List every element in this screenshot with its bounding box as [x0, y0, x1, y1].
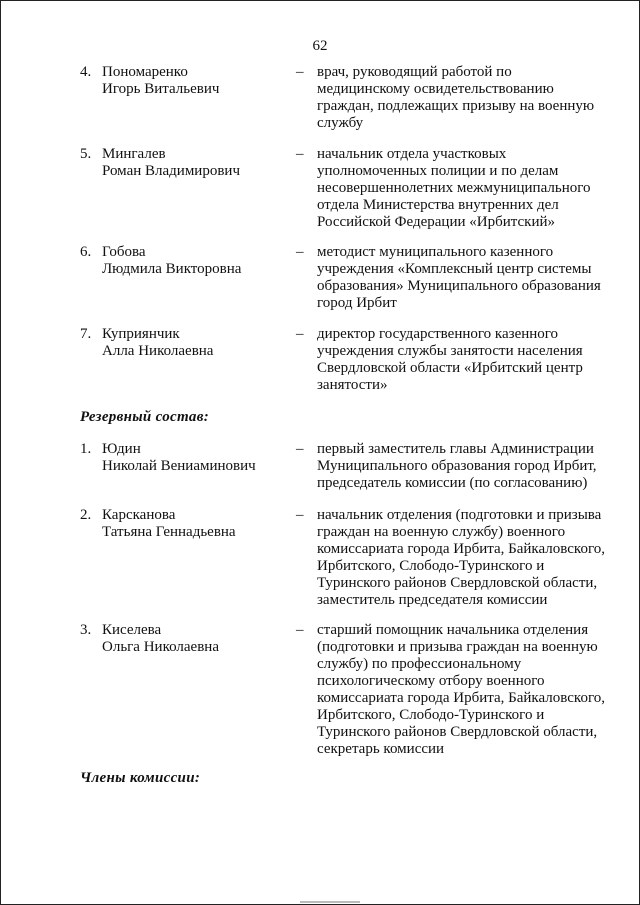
given-names: Игорь Витальевич	[102, 81, 220, 97]
desc-line: комиссариата города Ирбита, Байкаловского,	[317, 690, 605, 706]
desc-line: начальник отдела участковых	[317, 146, 507, 162]
dash: –	[296, 64, 304, 80]
desc-line: занятости»	[317, 377, 388, 393]
person-name	[102, 64, 292, 98]
desc-line: психологическому отбору военного	[317, 673, 545, 689]
given-names: Людмила Викторовна	[102, 261, 242, 277]
page-number: 62	[312, 38, 328, 54]
position-description	[317, 507, 617, 609]
position-description	[317, 326, 617, 394]
reserve-heading: Резервный состав:	[80, 409, 210, 425]
desc-line: председатель комиссии (по согласованию)	[317, 475, 588, 491]
position-description	[317, 64, 617, 132]
entry-number: 4.	[80, 64, 92, 80]
desc-line: секретарь комиссии	[317, 741, 445, 757]
desc-line: уполномоченных полиции и по делам	[317, 163, 559, 179]
desc-line: (подготовки и призыва граждан на военную	[317, 639, 598, 655]
desc-line: Ирбитского, Слободо-Туринского и	[317, 707, 545, 723]
given-names: Николай Вениаминович	[102, 458, 256, 474]
desc-line: Туринского районов Свердловской области,	[317, 575, 598, 591]
members-heading: Члены комиссии:	[80, 770, 201, 786]
person-name	[102, 622, 292, 656]
desc-line: Туринского районов Свердловской области,	[317, 724, 598, 740]
desc-line: старший помощник начальника отделения	[317, 622, 589, 638]
dash: –	[296, 507, 304, 523]
desc-line: Муниципального образования город Ирбит,	[317, 458, 597, 474]
dash: –	[296, 622, 304, 638]
desc-line: Российской Федерации «Ирбитский»	[317, 214, 555, 230]
surname: Карсканова	[102, 507, 176, 523]
entry-number: 6.	[80, 244, 92, 260]
desc-line: образования» Муниципального образования	[317, 278, 601, 294]
desc-line: Ирбитского, Слободо-Туринского и	[317, 558, 545, 574]
surname: Куприянчик	[102, 326, 180, 342]
desc-line: учреждения службы занятости населения	[317, 343, 583, 359]
desc-line: комиссариата города Ирбита, Байкаловского,	[317, 541, 605, 557]
desc-line: медицинскому освидетельствованию	[317, 81, 554, 97]
position-description	[317, 441, 617, 492]
given-names: Ольга Николаевна	[102, 639, 219, 655]
surname: Пономаренко	[102, 64, 188, 80]
position-description	[317, 146, 617, 231]
desc-line: врач, руководящий работой по	[317, 64, 512, 80]
desc-line: службу	[317, 115, 364, 131]
entry-number: 2.	[80, 507, 92, 523]
dash: –	[296, 146, 304, 162]
dash: –	[296, 441, 304, 457]
surname: Гобова	[102, 244, 146, 260]
position-description	[317, 244, 617, 312]
desc-line: учреждения «Комплексный центр системы	[317, 261, 592, 277]
entry-number: 1.	[80, 441, 92, 457]
surname: Мингалев	[102, 146, 166, 162]
surname: Киселева	[102, 622, 162, 638]
desc-line: методист муниципального казенного	[317, 244, 554, 260]
desc-line: отдела Министерства внутренних дел	[317, 197, 559, 213]
dash: –	[296, 244, 304, 260]
person-name	[102, 146, 292, 180]
given-names: Роман Владимирович	[102, 163, 240, 179]
desc-line: Свердловской области «Ирбитский центр	[317, 360, 583, 376]
desc-line: службу) по профессиональному	[317, 656, 522, 672]
given-names: Татьяна Геннадьевна	[102, 524, 236, 540]
given-names: Алла Николаевна	[102, 343, 214, 359]
desc-line: начальник отделения (подготовки и призыва	[317, 507, 602, 523]
surname: Юдин	[102, 441, 141, 457]
person-name	[102, 326, 292, 360]
dash: –	[296, 326, 304, 342]
desc-line: заместитель председателя комиссии	[317, 592, 548, 608]
desc-line: город Ирбит	[317, 295, 397, 311]
desc-line: директор государственного казенного	[317, 326, 559, 342]
desc-line: первый заместитель главы Администрации	[317, 441, 594, 457]
entry-number: 5.	[80, 146, 92, 162]
desc-line: несовершеннолетних межмуниципального	[317, 180, 591, 196]
person-name	[102, 244, 292, 278]
entry-number: 7.	[80, 326, 92, 342]
desc-line: граждан на военную службу) военного	[317, 524, 566, 540]
desc-line: граждан, подлежащих призыву на военную	[317, 98, 595, 114]
person-name	[102, 441, 292, 475]
entry-number: 3.	[80, 622, 92, 638]
position-description	[317, 622, 617, 758]
person-name	[102, 507, 292, 541]
scan-artifact	[300, 901, 360, 903]
